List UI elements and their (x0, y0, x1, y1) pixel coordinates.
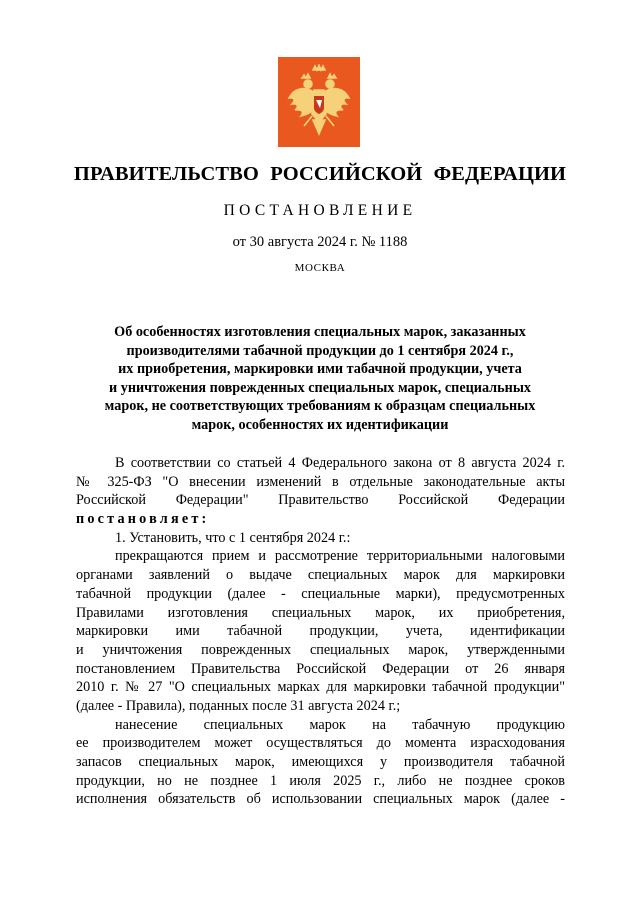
subject-line: марок, особенностях их идентификации (191, 416, 449, 433)
coat-of-arms-emblem (278, 57, 360, 147)
coat-of-arms-icon (286, 64, 352, 140)
decree-type: ПОСТАНОВЛЕНИЕ (223, 202, 417, 219)
subject-line: производителями табачной продукции до 1 сентября 2024 г., (126, 342, 514, 359)
body-line: 2010 г. № 27 "О специальных марках для маркировки табачной продукции" (76, 679, 565, 696)
body-line: органами заявлений о выдаче специальных марок для маркировки (76, 567, 565, 584)
body-line: табачной продукции (далее - специальные марки), предусмотренных (76, 585, 565, 602)
body-line: № 325-ФЗ "О внесении изменений в отдельные законодательные акты (76, 473, 565, 490)
body-line: маркировки ими табачной продукции, учета, идентификации (76, 623, 565, 640)
subject-line: их приобретения, маркировки ими табачной продукции, учета (118, 361, 522, 378)
body-line: нанесение специальных марок на табачную продукцию (115, 716, 565, 733)
body-line: прекращаются прием и рассмотрение территориальными налоговыми (115, 548, 565, 565)
body-line: 1. Установить, что с 1 сентября 2024 г.: (115, 529, 351, 546)
body-line: Правилами изготовления специальных марок, их приобретения, (76, 604, 565, 621)
body-line: запасов специальных марок, имеющихся у производителя табачной (76, 754, 565, 770)
body-line: ее производителем может осуществляться до момента израсходования (76, 735, 565, 752)
body-line: Российской Федерации" Правительство Российской Федерации (76, 492, 565, 509)
body-line: и уничтожения поврежденных специальных марок, утвержденными (76, 641, 565, 658)
body-line: постановлением Правительства Российской Федерации от 26 января (76, 660, 565, 677)
resolves-word: постановляет: (76, 511, 210, 528)
decree-subject (70, 323, 570, 435)
subject-line: и уничтожения поврежденных специальных марок, специальных (109, 379, 531, 396)
subject-line: марок, не соответствующих требованиям к образцам специальных (104, 398, 536, 415)
city: МОСКВА (294, 262, 346, 274)
decree-body (76, 454, 565, 809)
government-title: ПРАВИТЕЛЬСТВО РОССИЙСКОЙ ФЕДЕРАЦИИ (73, 163, 567, 185)
body-line: исполнения обязательств об использовании специальных марок (далее - (76, 791, 565, 808)
body-line: В соответствии со статьей 4 Федерального закона от 8 августа 2024 г. (115, 455, 565, 471)
decree-date: от 30 августа 2024 г. № 1188 (232, 234, 408, 250)
body-line: (далее - Правила), поданных после 31 августа 2024 г.; (76, 697, 401, 714)
subject-line: Об особенностях изготовления специальных марок, заказанных (114, 324, 526, 340)
body-line: продукции, но не позднее 1 июля 2025 г., либо не позднее сроков (76, 772, 565, 789)
